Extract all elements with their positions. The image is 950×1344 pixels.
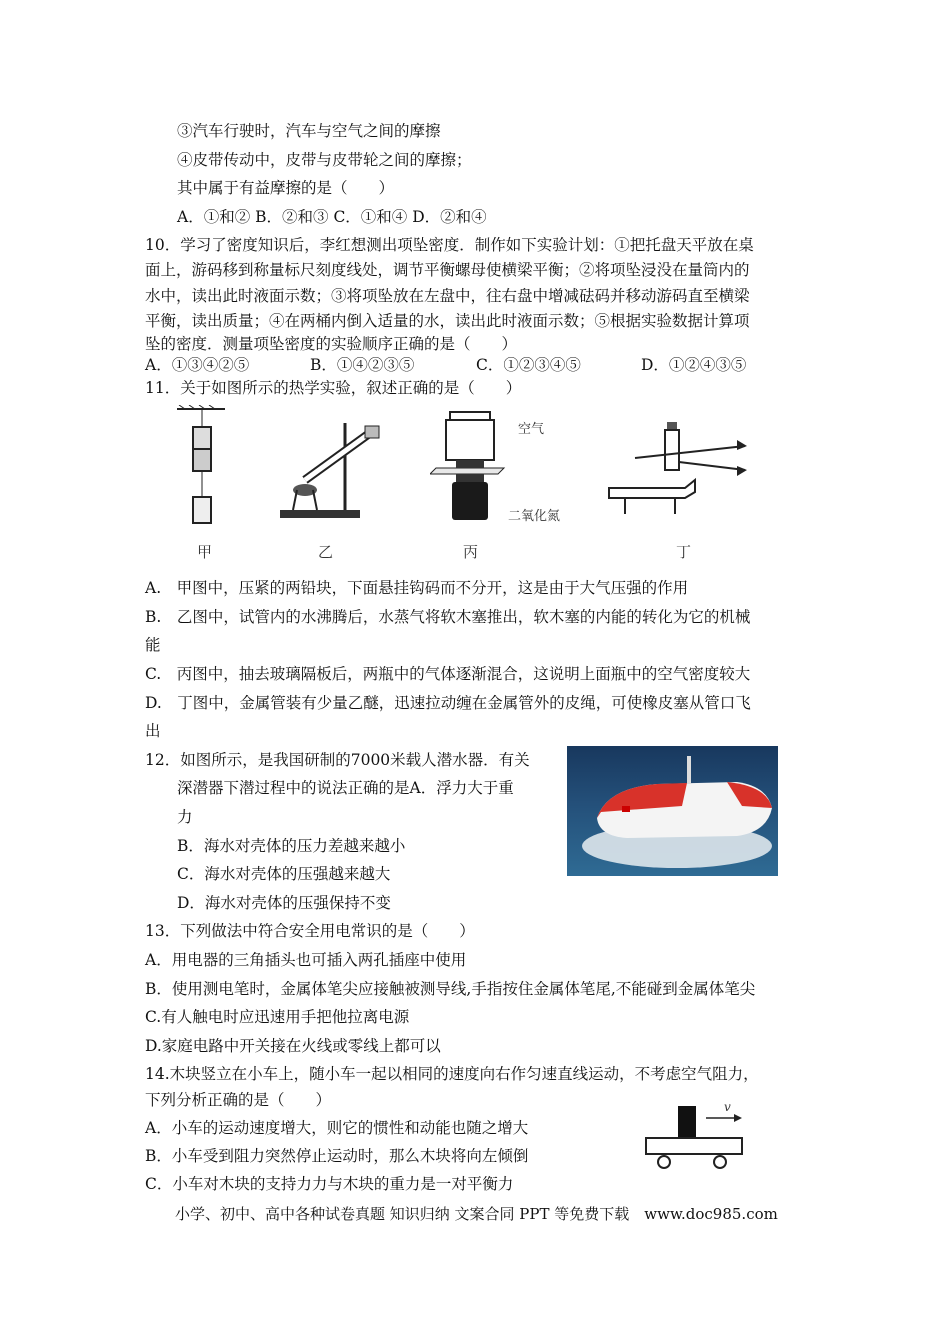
figure-jia-lead-blocks: [175, 405, 235, 530]
figure-label-ding: 丁: [676, 543, 692, 561]
q13-stem: 13．下列做法中符合安全用电常识的是（ ）: [145, 922, 475, 940]
q10-option-a: A．①③④②⑤: [145, 356, 250, 374]
q10-line-5: 坠的密度．测量项坠密度的实验顺序正确的是（ ）: [145, 335, 518, 353]
q11-option-d: D. 丁图中，金属管装有少量乙醚，迅速拉动缠在金属管外的皮绳，可使橡皮塞从管口飞: [145, 694, 751, 712]
page-footer: 小学、初中、高中各种试卷真题 知识归纳 文案合同 PPT 等免费下载 www.doc985.com: [175, 1205, 778, 1223]
q9-item-4: ④皮带传动中，皮带与皮带轮之间的摩擦；: [177, 151, 472, 169]
q14-option-c: C．小车对木块的支持力力与木块的重力是一对平衡力: [145, 1175, 514, 1193]
q11-option-c: C. 丙图中，抽去玻璃隔板后，两瓶中的气体逐渐混合，这说明上面瓶中的空气密度较大: [145, 665, 751, 683]
figure-label-jia: 甲: [197, 543, 213, 561]
q12-line-1: 12．如图所示，是我国研制的7000米载人潜水器．有关: [145, 751, 530, 769]
q13-option-d: D.家庭电路中开关接在火线或零线上都可以: [145, 1037, 441, 1055]
q13-option-a: A．用电器的三角插头也可插入两孔插座中使用: [145, 951, 467, 969]
q10-option-d: D．①②④③⑤: [641, 356, 747, 374]
q13-option-c: C.有人触电时应迅速用手把他拉离电源: [145, 1008, 410, 1026]
submersible-photo: [567, 746, 778, 876]
q10-line-3: 水中，读出此时液面示数；③将项坠放在左盘中，往右盘中增减砝码并移动游码直至横梁: [145, 287, 750, 305]
q10-line-4: 平衡，读出质量；④在两桶内倒入适量的水，读出此时液面示数；⑤根据实验数据计算项: [145, 312, 750, 330]
q11-option-d-cont: 出: [145, 722, 161, 740]
q9-options: A．①和② B．②和③ C．①和④ D．②和④: [177, 208, 487, 226]
figure-cart-block: [640, 1100, 750, 1175]
q11-option-b-cont: 能: [145, 636, 161, 654]
q12-option-d: D．海水对壳体的压强保持不变: [177, 894, 391, 912]
q9-stem: 其中属于有益摩擦的是（ ）: [177, 179, 395, 197]
q10-option-b: B．①④②③⑤: [310, 356, 415, 374]
figure-ding-metal-tube: [605, 418, 755, 518]
q11-option-a: A. 甲图中，压紧的两铅块，下面悬挂钩码而不分开，这是由于大气压强的作用: [145, 579, 689, 597]
q14-line-1: 14.木块竖立在小车上，随小车一起以相同的速度向右作匀速直线运动，不考虑空气阻力，: [145, 1065, 759, 1083]
figure-label-air: 空气: [518, 422, 545, 437]
q10-line-1: 10．学习了密度知识后，李红想测出项坠密度．制作如下实验计划：①把托盘天平放在桌: [145, 236, 754, 254]
q14-line-2: 下列分析正确的是（ ）: [145, 1091, 332, 1109]
q12-option-c: C．海水对壳体的压强越来越大: [177, 865, 391, 883]
q10-option-c: C．①②③④⑤: [476, 356, 581, 374]
q10-line-2: 面上，游码移到称量标尺刻度线处，调节平衡螺母使横梁平衡；②将项坠浸没在量筒内的: [145, 261, 750, 279]
q12-option-b: B．海水对壳体的压力差越来越小: [177, 837, 406, 855]
figure-yi-test-tube: [275, 418, 395, 523]
figure-label-yi: 乙: [318, 543, 334, 561]
q12-line-2: 深潜器下潜过程中的说法正确的是A．浮力大于重: [177, 779, 514, 797]
figure-label-bing: 丙: [463, 543, 479, 561]
q11-stem: 11．关于如图所示的热学实验，叙述正确的是（ ）: [145, 379, 522, 397]
q13-option-b: B．使用测电笔时，金属体笔尖应接触被测导线,手指按住金属体笔尾,不能碰到金属体笔尖: [145, 980, 756, 998]
figure-label-no2: 二氧化氮: [508, 509, 561, 524]
figure-velocity-label: v: [724, 1100, 731, 1114]
q11-option-b: B. 乙图中，试管内的水沸腾后，水蒸气将软木塞推出，软木塞的内能的转化为它的机械: [145, 608, 751, 626]
q12-line-3: 力: [177, 808, 193, 826]
q9-item-3: ③汽车行驶时，汽车与空气之间的摩擦: [177, 122, 441, 140]
q14-option-a: A．小车的运动速度增大，则它的惯性和动能也随之增大: [145, 1119, 529, 1137]
figure-bing-gas-bottles: [430, 408, 510, 526]
q14-option-b: B．小车受到阻力突然停止运动时，那么木块将向左倾倒: [145, 1147, 529, 1165]
